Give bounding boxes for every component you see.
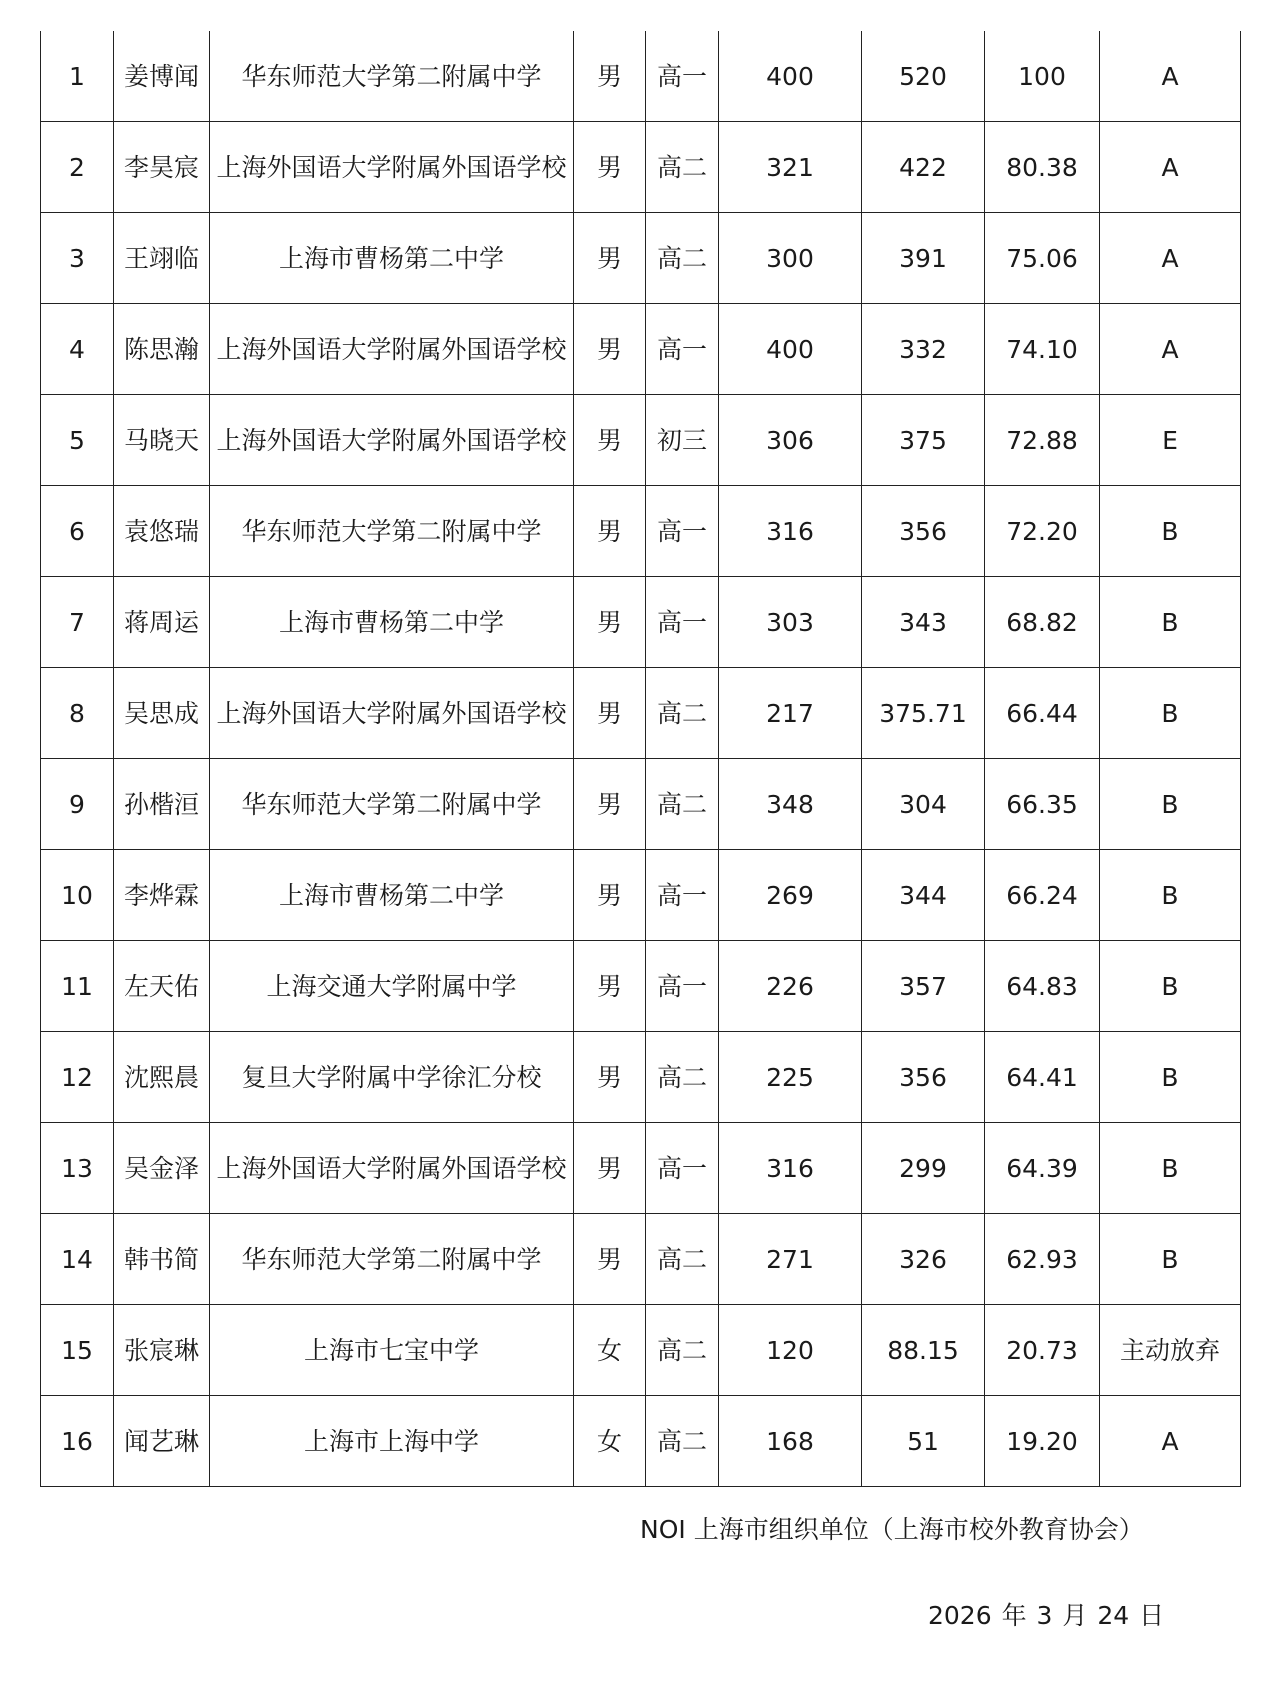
cell-score1: 120 [719,1305,862,1396]
cell-gender: 女 [574,1305,646,1396]
cell-school: 华东师范大学第二附属中学 [210,486,574,577]
cell-name: 韩书简 [114,1214,210,1305]
cell-grade: 高一 [646,486,719,577]
table-row [41,31,1241,122]
cell-grade: 高一 [646,1123,719,1214]
cell-grade: 高二 [646,1214,719,1305]
cell-school: 上海市曹杨第二中学 [210,850,574,941]
cell-name: 沈熙晨 [114,1032,210,1123]
cell-total: 75.06 [985,213,1100,304]
cell-result: B [1100,1214,1241,1305]
cell-total: 66.44 [985,668,1100,759]
cell-rank: 3 [41,213,114,304]
cell-rank: 9 [41,759,114,850]
cell-school: 上海市上海中学 [210,1396,574,1487]
cell-score1: 400 [719,31,862,122]
cell-name: 吴金泽 [114,1123,210,1214]
cell-rank: 10 [41,850,114,941]
cell-name: 左天佑 [114,941,210,1032]
cell-result: B [1100,668,1241,759]
cell-name: 孙楷洹 [114,759,210,850]
table-row [41,577,1241,668]
cell-school: 上海市曹杨第二中学 [210,213,574,304]
cell-name: 吴思成 [114,668,210,759]
cell-gender: 男 [574,941,646,1032]
cell-score2: 356 [862,1032,985,1123]
cell-score1: 271 [719,1214,862,1305]
cell-score1: 168 [719,1396,862,1487]
table-row [41,486,1241,577]
cell-school: 上海外国语大学附属外国语学校 [210,395,574,486]
table-row [41,850,1241,941]
cell-rank: 14 [41,1214,114,1305]
cell-result: A [1100,1396,1241,1487]
cell-score1: 225 [719,1032,862,1123]
cell-total: 66.35 [985,759,1100,850]
cell-name: 王翊临 [114,213,210,304]
cell-result: B [1100,577,1241,668]
cell-gender: 男 [574,122,646,213]
cell-score2: 343 [862,577,985,668]
cell-score1: 348 [719,759,862,850]
cell-gender: 男 [574,577,646,668]
cell-name: 陈思瀚 [114,304,210,395]
cell-score2: 299 [862,1123,985,1214]
cell-name: 蒋周运 [114,577,210,668]
cell-school: 复旦大学附属中学徐汇分校 [210,1032,574,1123]
cell-total: 72.88 [985,395,1100,486]
cell-gender: 男 [574,31,646,122]
cell-score2: 520 [862,31,985,122]
cell-name: 李烨霖 [114,850,210,941]
cell-score1: 316 [719,1123,862,1214]
cell-school: 上海交通大学附属中学 [210,941,574,1032]
cell-gender: 男 [574,486,646,577]
cell-grade: 高一 [646,577,719,668]
cell-rank: 8 [41,668,114,759]
cell-result: B [1100,486,1241,577]
cell-rank: 15 [41,1305,114,1396]
cell-score2: 356 [862,486,985,577]
cell-grade: 高一 [646,304,719,395]
table-row [41,1123,1241,1214]
cell-total: 19.20 [985,1396,1100,1487]
cell-gender: 男 [574,850,646,941]
cell-school: 上海外国语大学附属外国语学校 [210,122,574,213]
cell-result: A [1100,122,1241,213]
cell-grade: 高二 [646,759,719,850]
table-row [41,304,1241,395]
cell-school: 上海市曹杨第二中学 [210,577,574,668]
cell-score1: 217 [719,668,862,759]
organizer-text: NOI 上海市组织单位（上海市校外教育协会） [640,1515,1144,1544]
cell-school: 上海市七宝中学 [210,1305,574,1396]
cell-gender: 女 [574,1396,646,1487]
cell-result: B [1100,1123,1241,1214]
cell-gender: 男 [574,759,646,850]
cell-name: 李昊宸 [114,122,210,213]
table-row [41,941,1241,1032]
cell-grade: 高一 [646,31,719,122]
cell-total: 68.82 [985,577,1100,668]
cell-result: B [1100,850,1241,941]
cell-score2: 375.71 [862,668,985,759]
cell-grade: 高二 [646,668,719,759]
cell-total: 100 [985,31,1100,122]
cell-score2: 375 [862,395,985,486]
cell-rank: 13 [41,1123,114,1214]
cell-score1: 316 [719,486,862,577]
cell-school: 上海外国语大学附属外国语学校 [210,668,574,759]
cell-name: 马晓天 [114,395,210,486]
cell-name: 张宸琳 [114,1305,210,1396]
cell-name: 袁悠瑞 [114,486,210,577]
cell-score2: 344 [862,850,985,941]
table-row [41,213,1241,304]
cell-school: 华东师范大学第二附属中学 [210,31,574,122]
cell-rank: 6 [41,486,114,577]
cell-school: 上海外国语大学附属外国语学校 [210,304,574,395]
cell-total: 64.83 [985,941,1100,1032]
cell-gender: 男 [574,1123,646,1214]
cell-school: 上海外国语大学附属外国语学校 [210,1123,574,1214]
cell-score1: 269 [719,850,862,941]
cell-rank: 4 [41,304,114,395]
cell-score2: 357 [862,941,985,1032]
cell-rank: 5 [41,395,114,486]
cell-gender: 男 [574,304,646,395]
cell-gender: 男 [574,1214,646,1305]
cell-score2: 51 [862,1396,985,1487]
cell-grade: 高二 [646,1305,719,1396]
cell-score2: 422 [862,122,985,213]
cell-name: 闻艺琳 [114,1396,210,1487]
cell-score2: 391 [862,213,985,304]
cell-result: A [1100,31,1241,122]
table-row [41,759,1241,850]
date-text: 2026 年 3 月 24 日 [928,1601,1165,1630]
cell-grade: 高一 [646,941,719,1032]
cell-score1: 300 [719,213,862,304]
cell-school: 华东师范大学第二附属中学 [210,759,574,850]
cell-total: 64.39 [985,1123,1100,1214]
cell-grade: 高一 [646,850,719,941]
cell-grade: 高二 [646,122,719,213]
cell-score2: 326 [862,1214,985,1305]
table-row [41,668,1241,759]
score-table [40,31,1241,1487]
table-row [41,1214,1241,1305]
cell-result: B [1100,1032,1241,1123]
cell-total: 64.41 [985,1032,1100,1123]
table-body [41,31,1241,1487]
cell-gender: 男 [574,395,646,486]
cell-gender: 男 [574,1032,646,1123]
cell-total: 66.24 [985,850,1100,941]
cell-score1: 226 [719,941,862,1032]
cell-total: 80.38 [985,122,1100,213]
cell-score1: 306 [719,395,862,486]
table-row [41,1032,1241,1123]
cell-rank: 16 [41,1396,114,1487]
cell-grade: 高二 [646,1032,719,1123]
cell-total: 74.10 [985,304,1100,395]
cell-total: 72.20 [985,486,1100,577]
cell-result: A [1100,304,1241,395]
cell-rank: 1 [41,31,114,122]
cell-result: B [1100,759,1241,850]
cell-grade: 初三 [646,395,719,486]
cell-score2: 332 [862,304,985,395]
table-row [41,395,1241,486]
cell-grade: 高二 [646,1396,719,1487]
cell-result: A [1100,213,1241,304]
cell-gender: 男 [574,213,646,304]
cell-name: 姜博闻 [114,31,210,122]
cell-rank: 7 [41,577,114,668]
table-row [41,1396,1241,1487]
table-row [41,1305,1241,1396]
cell-score1: 303 [719,577,862,668]
cell-gender: 男 [574,668,646,759]
cell-score2: 88.15 [862,1305,985,1396]
cell-rank: 2 [41,122,114,213]
cell-result: 主动放弃 [1100,1305,1241,1396]
cell-rank: 12 [41,1032,114,1123]
cell-score1: 321 [719,122,862,213]
cell-score2: 304 [862,759,985,850]
cell-score1: 400 [719,304,862,395]
cell-school: 华东师范大学第二附属中学 [210,1214,574,1305]
cell-total: 20.73 [985,1305,1100,1396]
cell-result: B [1100,941,1241,1032]
cell-result: E [1100,395,1241,486]
cell-total: 62.93 [985,1214,1100,1305]
cell-rank: 11 [41,941,114,1032]
table-row [41,122,1241,213]
cell-grade: 高二 [646,213,719,304]
